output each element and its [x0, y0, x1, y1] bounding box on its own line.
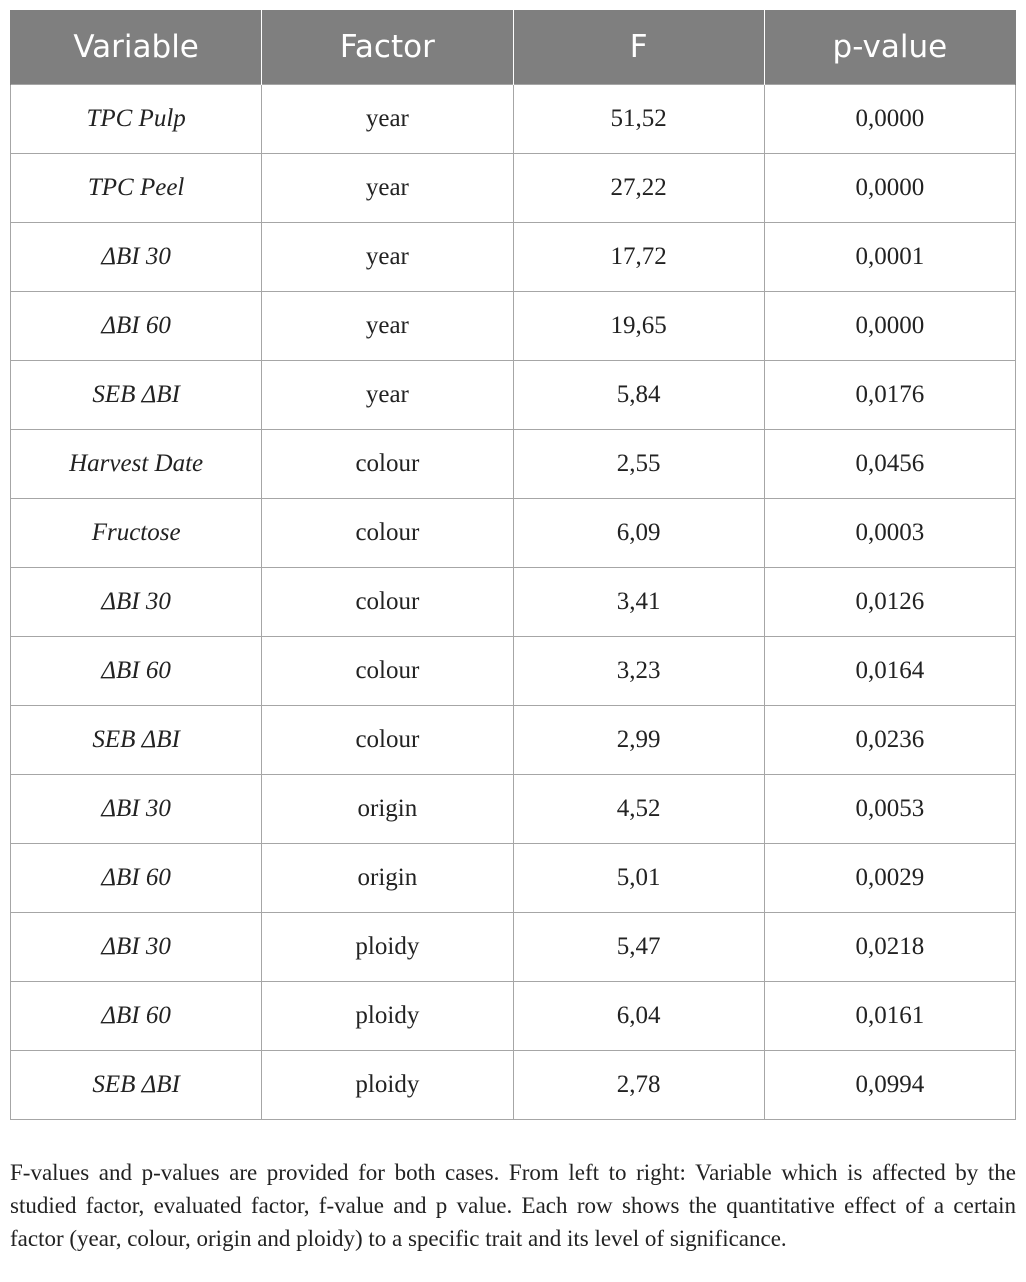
cell-factor: ploidy — [262, 982, 513, 1051]
cell-p-value: 0,0126 — [764, 568, 1015, 637]
cell-f-value: 6,09 — [513, 499, 764, 568]
cell-f-value: 2,78 — [513, 1051, 764, 1120]
cell-f-value: 5,47 — [513, 913, 764, 982]
cell-variable: ΔBI 60 — [11, 982, 262, 1051]
table-header-row — [11, 10, 1016, 85]
cell-factor: colour — [262, 430, 513, 499]
cell-variable: Harvest Date — [11, 430, 262, 499]
cell-p-value: 0,0994 — [764, 1051, 1015, 1120]
table-row — [11, 913, 1016, 982]
cell-factor: colour — [262, 706, 513, 775]
cell-factor: ploidy — [262, 1051, 513, 1120]
cell-f-value: 5,84 — [513, 361, 764, 430]
table-row — [11, 982, 1016, 1051]
cell-variable: ΔBI 60 — [11, 844, 262, 913]
table-row — [11, 637, 1016, 706]
cell-p-value: 0,0000 — [764, 85, 1015, 154]
cell-factor: colour — [262, 568, 513, 637]
cell-f-value: 27,22 — [513, 154, 764, 223]
header-factor: Factor — [262, 10, 513, 85]
table-row — [11, 499, 1016, 568]
cell-variable: ΔBI 30 — [11, 223, 262, 292]
table-row — [11, 706, 1016, 775]
table-body — [11, 85, 1016, 1120]
table-row — [11, 361, 1016, 430]
cell-variable: ΔBI 60 — [11, 292, 262, 361]
table-container — [10, 10, 1016, 1120]
table-caption: F-values and p-values are provided for both cases. From left to right: Variable which is affected by the studied factor, evaluated factor, f-value and p value. Each row shows the quantitative effect of a certain factor (year, colour, origin and ploidy) to a specific trait and its level of significance. — [10, 1160, 1016, 1251]
cell-p-value: 0,0053 — [764, 775, 1015, 844]
cell-p-value: 0,0029 — [764, 844, 1015, 913]
cell-variable: SEB ΔBI — [11, 706, 262, 775]
table-row — [11, 430, 1016, 499]
anova-table — [10, 10, 1016, 1120]
cell-f-value: 3,41 — [513, 568, 764, 637]
cell-p-value: 0,0000 — [764, 154, 1015, 223]
cell-factor: origin — [262, 844, 513, 913]
table-row — [11, 223, 1016, 292]
cell-p-value: 0,0003 — [764, 499, 1015, 568]
cell-f-value: 6,04 — [513, 982, 764, 1051]
table-row — [11, 568, 1016, 637]
cell-factor: origin — [262, 775, 513, 844]
table-row — [11, 85, 1016, 154]
cell-p-value: 0,0236 — [764, 706, 1015, 775]
cell-variable: ΔBI 30 — [11, 775, 262, 844]
cell-p-value: 0,0000 — [764, 292, 1015, 361]
cell-factor: year — [262, 85, 513, 154]
cell-p-value: 0,0176 — [764, 361, 1015, 430]
table-row — [11, 775, 1016, 844]
cell-f-value: 17,72 — [513, 223, 764, 292]
cell-variable: TPC Pulp — [11, 85, 262, 154]
cell-f-value: 5,01 — [513, 844, 764, 913]
cell-f-value: 2,55 — [513, 430, 764, 499]
cell-variable: TPC Peel — [11, 154, 262, 223]
table-row — [11, 292, 1016, 361]
header-f: F — [513, 10, 764, 85]
cell-factor: ploidy — [262, 913, 513, 982]
table-row — [11, 1051, 1016, 1120]
cell-variable: ΔBI 30 — [11, 913, 262, 982]
cell-f-value: 2,99 — [513, 706, 764, 775]
cell-f-value: 51,52 — [513, 85, 764, 154]
cell-p-value: 0,0164 — [764, 637, 1015, 706]
cell-factor: colour — [262, 637, 513, 706]
table-row — [11, 844, 1016, 913]
cell-factor: year — [262, 292, 513, 361]
header-p-value: p-value — [764, 10, 1015, 85]
cell-variable: SEB ΔBI — [11, 1051, 262, 1120]
cell-factor: colour — [262, 499, 513, 568]
cell-variable: Fructose — [11, 499, 262, 568]
cell-p-value: 0,0218 — [764, 913, 1015, 982]
header-variable: Variable — [11, 10, 262, 85]
cell-factor: year — [262, 223, 513, 292]
cell-f-value: 19,65 — [513, 292, 764, 361]
cell-variable: ΔBI 60 — [11, 637, 262, 706]
cell-factor: year — [262, 154, 513, 223]
cell-p-value: 0,0001 — [764, 223, 1015, 292]
cell-factor: year — [262, 361, 513, 430]
cell-p-value: 0,0456 — [764, 430, 1015, 499]
cell-variable: ΔBI 30 — [11, 568, 262, 637]
cell-p-value: 0,0161 — [764, 982, 1015, 1051]
cell-variable: SEB ΔBI — [11, 361, 262, 430]
cell-f-value: 4,52 — [513, 775, 764, 844]
cell-f-value: 3,23 — [513, 637, 764, 706]
table-row — [11, 154, 1016, 223]
